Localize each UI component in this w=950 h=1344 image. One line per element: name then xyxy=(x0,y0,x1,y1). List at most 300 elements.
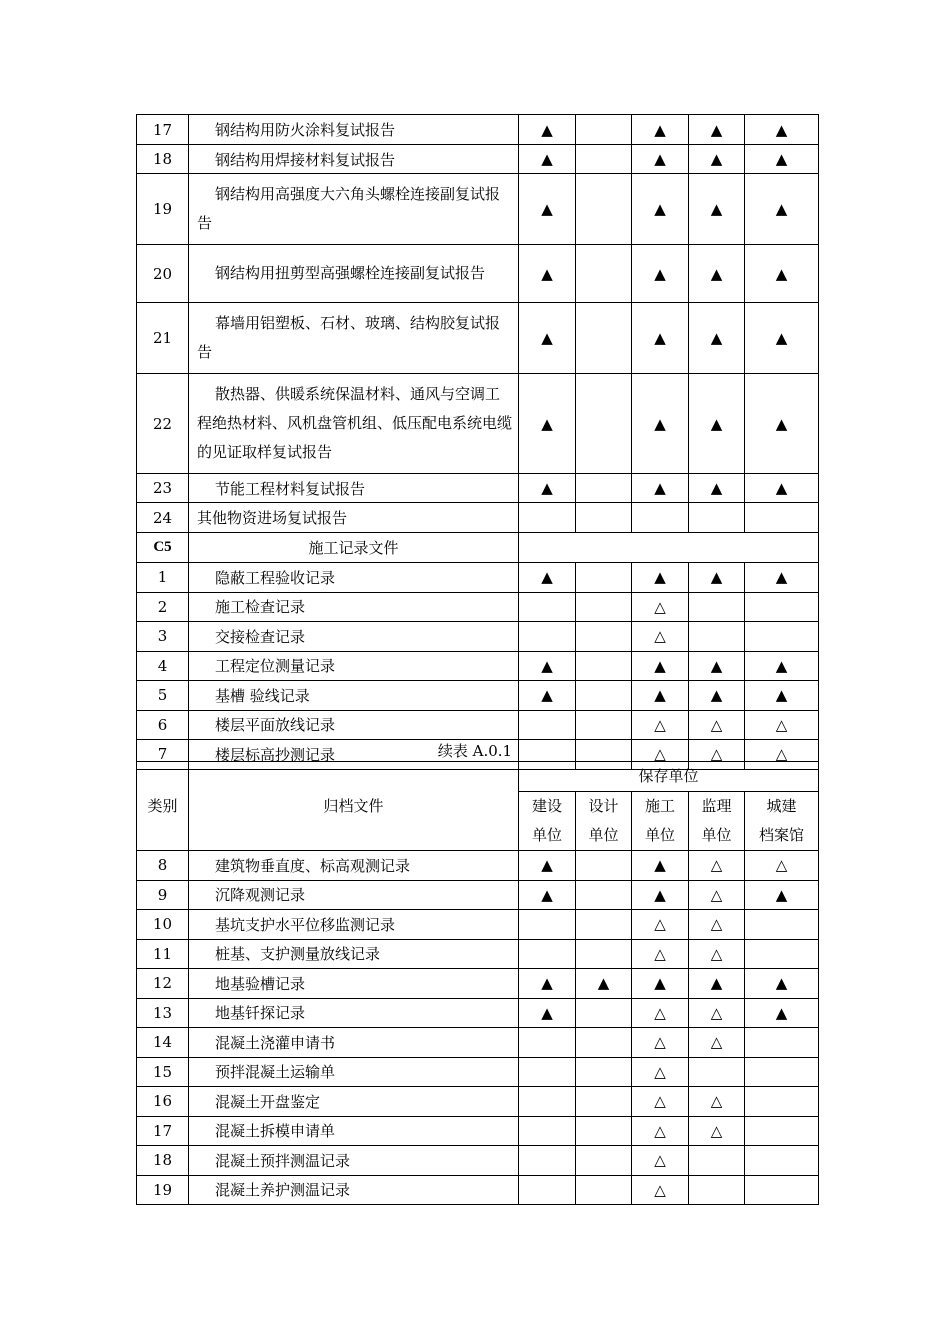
mark-symbol: ▲ xyxy=(775,656,788,675)
mark-cell xyxy=(576,910,632,940)
mark-cell xyxy=(576,592,632,622)
mark-cell xyxy=(632,474,689,503)
mark-cell xyxy=(745,651,819,681)
table-row xyxy=(137,1057,819,1087)
mark-cell xyxy=(689,145,745,174)
mark-symbol: △ xyxy=(710,944,723,963)
mark-cell xyxy=(576,681,632,711)
mark-symbol: △ xyxy=(710,1003,723,1022)
table-row xyxy=(137,1175,819,1205)
mark-cell xyxy=(519,1146,576,1176)
mark-cell xyxy=(632,1057,689,1087)
row-number: 12 xyxy=(137,969,189,999)
mark-symbol: △ xyxy=(710,715,723,734)
mark-cell xyxy=(519,563,576,593)
mark-cell xyxy=(519,651,576,681)
mark-cell xyxy=(689,622,745,652)
mark-cell xyxy=(519,939,576,969)
mark-cell xyxy=(689,474,745,503)
table-row xyxy=(137,910,819,940)
row-number: 2 xyxy=(137,592,189,622)
mark-cell xyxy=(576,1057,632,1087)
mark-cell xyxy=(745,710,819,740)
mark-symbol: ▲ xyxy=(710,329,723,347)
mark-symbol: ▲ xyxy=(710,974,723,993)
mark-symbol: ▲ xyxy=(775,479,788,497)
mark-cell xyxy=(519,474,576,503)
document-name: 基槽 验线记录 xyxy=(189,681,519,711)
mark-symbol: ▲ xyxy=(654,885,666,904)
table-row xyxy=(137,1087,819,1117)
document-name: 钢结构用防火涂料复试报告 xyxy=(189,115,519,145)
document-name: 楼层标高抄测记录 xyxy=(189,740,519,770)
header-unit-construction: 建设 单位 xyxy=(519,792,576,851)
header-unit-supervision: 监理 单位 xyxy=(689,792,745,851)
row-number: 20 xyxy=(137,245,189,303)
header-unit-contractor: 施工 单位 xyxy=(632,792,689,851)
mark-symbol: ▲ xyxy=(654,568,666,587)
document-name: 钢结构用扭剪型高强螺栓连接副复试报告 xyxy=(189,245,519,303)
table-row xyxy=(137,851,819,881)
mark-cell xyxy=(745,1175,819,1205)
table-row xyxy=(137,1028,819,1058)
mark-cell xyxy=(632,303,689,374)
mark-symbol: △ xyxy=(654,1151,666,1170)
document-name: 交接检查记录 xyxy=(189,622,519,652)
mark-cell xyxy=(745,910,819,940)
mark-symbol: △ xyxy=(654,1121,666,1140)
mark-symbol: ▲ xyxy=(775,264,788,283)
mark-symbol: ▲ xyxy=(654,329,666,347)
table-row xyxy=(137,1146,819,1176)
mark-cell xyxy=(689,998,745,1028)
table-row xyxy=(137,115,819,145)
mark-symbol: ▲ xyxy=(710,686,723,705)
document-name: 混凝土开盘鉴定 xyxy=(189,1087,519,1117)
header-file: 归档文件 xyxy=(189,762,519,851)
mark-cell xyxy=(576,303,632,374)
mark-cell xyxy=(632,503,689,533)
mark-symbol: ▲ xyxy=(541,479,553,497)
row-number: 4 xyxy=(137,651,189,681)
mark-symbol: ▲ xyxy=(710,479,723,497)
table-caption: 续表 A.0.1 xyxy=(437,742,513,760)
mark-cell xyxy=(745,303,819,374)
row-number: 6 xyxy=(137,710,189,740)
mark-cell xyxy=(689,939,745,969)
mark-cell xyxy=(689,563,745,593)
mark-cell xyxy=(519,710,576,740)
document-name: 工程定位测量记录 xyxy=(189,651,519,681)
mark-symbol: ▲ xyxy=(775,329,788,347)
row-number: 11 xyxy=(137,939,189,969)
mark-symbol: △ xyxy=(775,715,788,734)
mark-cell xyxy=(632,1116,689,1146)
mark-cell xyxy=(689,1057,745,1087)
mark-cell xyxy=(519,374,576,474)
mark-cell xyxy=(576,563,632,593)
document-name: 钢结构用焊接材料复试报告 xyxy=(189,145,519,174)
row-number: 21 xyxy=(137,303,189,374)
document-name: 地基钎探记录 xyxy=(189,998,519,1028)
table-row xyxy=(137,145,819,174)
mark-cell xyxy=(745,1028,819,1058)
row-number: 1 xyxy=(137,563,189,593)
mark-symbol: ▲ xyxy=(541,120,553,139)
mark-symbol: ▲ xyxy=(654,856,666,875)
mark-cell xyxy=(745,939,819,969)
mark-symbol: ▲ xyxy=(654,264,666,283)
mark-cell xyxy=(745,1116,819,1146)
mark-cell xyxy=(689,503,745,533)
mark-symbol: ▲ xyxy=(654,150,666,168)
mark-symbol: △ xyxy=(654,1180,666,1199)
mark-symbol: △ xyxy=(654,1092,666,1111)
mark-cell xyxy=(632,1146,689,1176)
mark-symbol: ▲ xyxy=(775,200,788,218)
mark-cell xyxy=(689,710,745,740)
mark-symbol: △ xyxy=(654,1062,666,1081)
mark-cell xyxy=(689,1146,745,1176)
mark-cell xyxy=(632,1028,689,1058)
mark-cell xyxy=(689,1116,745,1146)
mark-symbol: ▲ xyxy=(597,974,610,993)
mark-cell xyxy=(689,1087,745,1117)
document-name: 预拌混凝土运输单 xyxy=(189,1057,519,1087)
section-row xyxy=(137,533,819,563)
mark-symbol: ▲ xyxy=(775,150,788,168)
mark-cell xyxy=(689,303,745,374)
header-category: 类别 xyxy=(137,762,189,851)
mark-symbol: △ xyxy=(710,745,723,764)
mark-symbol: △ xyxy=(654,627,666,646)
row-number: 18 xyxy=(137,1146,189,1176)
mark-symbol: ▲ xyxy=(775,414,788,433)
mark-cell xyxy=(689,851,745,881)
mark-cell xyxy=(519,1116,576,1146)
mark-cell xyxy=(519,998,576,1028)
mark-cell xyxy=(745,174,819,245)
row-number: 17 xyxy=(137,1116,189,1146)
mark-symbol: △ xyxy=(710,1092,723,1111)
mark-symbol: ▲ xyxy=(654,686,666,705)
mark-symbol: ▲ xyxy=(775,1003,788,1022)
document-name: 混凝土预拌测温记录 xyxy=(189,1146,519,1176)
table-row xyxy=(137,1116,819,1146)
table-row xyxy=(137,503,819,533)
mark-cell xyxy=(632,145,689,174)
mark-cell xyxy=(745,245,819,303)
mark-cell xyxy=(519,1057,576,1087)
mark-symbol: ▲ xyxy=(541,568,553,587)
row-number: 3 xyxy=(137,622,189,652)
row-number: 15 xyxy=(137,1057,189,1087)
mark-symbol: △ xyxy=(710,915,723,934)
document-name: 桩基、支护测量放线记录 xyxy=(189,939,519,969)
mark-cell xyxy=(745,1087,819,1117)
mark-cell xyxy=(632,880,689,910)
header-unit-design: 设计 单位 xyxy=(576,792,632,851)
mark-cell xyxy=(519,245,576,303)
mark-symbol: ▲ xyxy=(541,1003,553,1022)
mark-cell xyxy=(519,1175,576,1205)
mark-cell xyxy=(632,1087,689,1117)
mark-symbol: ▲ xyxy=(654,414,666,433)
row-number: 19 xyxy=(137,1175,189,1205)
row-number: 16 xyxy=(137,1087,189,1117)
mark-symbol: ▲ xyxy=(541,414,553,433)
document-name: 楼层平面放线记录 xyxy=(189,710,519,740)
mark-cell xyxy=(519,880,576,910)
mark-symbol: ▲ xyxy=(654,656,666,675)
mark-symbol: △ xyxy=(654,597,666,616)
mark-cell xyxy=(689,374,745,474)
mark-cell xyxy=(576,245,632,303)
table-row xyxy=(137,474,819,503)
mark-cell xyxy=(632,969,689,999)
table-row xyxy=(137,592,819,622)
table-row xyxy=(137,174,819,245)
mark-cell xyxy=(576,474,632,503)
mark-cell xyxy=(745,1057,819,1087)
table-row xyxy=(137,681,819,711)
mark-cell xyxy=(576,374,632,474)
mark-symbol: △ xyxy=(710,1121,723,1140)
table-row xyxy=(137,880,819,910)
mark-cell xyxy=(632,710,689,740)
mark-symbol: ▲ xyxy=(541,974,553,993)
mark-symbol: △ xyxy=(654,715,666,734)
header-unit-archive: 城建 档案馆 xyxy=(745,792,819,851)
mark-cell xyxy=(689,681,745,711)
mark-cell xyxy=(745,851,819,881)
mark-cell xyxy=(576,174,632,245)
mark-symbol: ▲ xyxy=(541,686,553,705)
mark-cell xyxy=(745,969,819,999)
mark-cell xyxy=(745,592,819,622)
mark-symbol: ▲ xyxy=(710,264,723,283)
document-name: 节能工程材料复试报告 xyxy=(189,474,519,503)
mark-symbol: ▲ xyxy=(541,150,553,168)
document-name: 混凝土浇灌申请书 xyxy=(189,1028,519,1058)
mark-symbol: ▲ xyxy=(710,120,723,139)
mark-symbol: △ xyxy=(710,885,723,904)
document-name: 施工检查记录 xyxy=(189,592,519,622)
mark-cell xyxy=(632,563,689,593)
mark-symbol: ▲ xyxy=(710,414,723,433)
row-number: 7 xyxy=(137,740,189,770)
mark-cell xyxy=(689,1028,745,1058)
mark-symbol: ▲ xyxy=(541,200,553,218)
mark-symbol: ▲ xyxy=(710,568,723,587)
document-name: 混凝土拆模申请单 xyxy=(189,1116,519,1146)
mark-cell xyxy=(745,474,819,503)
mark-cell xyxy=(519,1028,576,1058)
table-row xyxy=(137,939,819,969)
mark-cell xyxy=(745,681,819,711)
mark-symbol: ▲ xyxy=(654,120,666,139)
mark-cell xyxy=(632,622,689,652)
mark-cell xyxy=(632,681,689,711)
row-number: 13 xyxy=(137,998,189,1028)
row-number: 23 xyxy=(137,474,189,503)
mark-cell xyxy=(689,592,745,622)
mark-cell xyxy=(519,622,576,652)
row-number: 22 xyxy=(137,374,189,474)
document-name: 钢结构用高强度大六角头螺栓连接副复试报告 xyxy=(189,174,519,245)
mark-symbol: ▲ xyxy=(541,329,553,347)
mark-cell xyxy=(576,1087,632,1117)
row-number: 18 xyxy=(137,145,189,174)
mark-symbol: ▲ xyxy=(710,200,723,218)
row-number: 8 xyxy=(137,851,189,881)
mark-cell xyxy=(689,910,745,940)
mark-cell xyxy=(519,115,576,145)
table-row xyxy=(137,710,819,740)
mark-cell xyxy=(689,245,745,303)
mark-cell xyxy=(576,145,632,174)
mark-symbol: △ xyxy=(775,745,788,764)
mark-cell xyxy=(519,969,576,999)
section-title: 施工记录文件 xyxy=(189,533,519,563)
mark-cell xyxy=(632,998,689,1028)
document-name: 幕墙用铝塑板、石材、玻璃、结构胶复试报告 xyxy=(189,303,519,374)
mark-cell xyxy=(576,939,632,969)
section-code: C5 xyxy=(137,533,189,563)
mark-symbol: △ xyxy=(775,856,788,875)
document-name: 散热器、供暖系统保温材料、通风与空调工程绝热材料、风机盘管机组、低压配电系统电缆的见证取样复试报告 xyxy=(189,374,519,474)
mark-cell xyxy=(576,115,632,145)
mark-symbol: ▲ xyxy=(541,856,553,875)
mark-cell xyxy=(745,622,819,652)
mark-symbol: ▲ xyxy=(654,974,666,993)
mark-symbol: △ xyxy=(654,915,666,934)
mark-cell xyxy=(632,851,689,881)
mark-cell xyxy=(745,115,819,145)
mark-cell xyxy=(745,145,819,174)
row-number: 19 xyxy=(137,174,189,245)
mark-cell xyxy=(576,651,632,681)
mark-cell xyxy=(632,939,689,969)
mark-cell xyxy=(576,710,632,740)
mark-cell xyxy=(576,1146,632,1176)
mark-symbol: ▲ xyxy=(775,568,788,587)
row-number: 9 xyxy=(137,880,189,910)
mark-cell xyxy=(519,681,576,711)
mark-cell xyxy=(519,503,576,533)
document-name: 混凝土养护测温记录 xyxy=(189,1175,519,1205)
row-number: 5 xyxy=(137,681,189,711)
mark-cell xyxy=(632,115,689,145)
mark-symbol: ▲ xyxy=(541,885,553,904)
table-row xyxy=(137,651,819,681)
mark-cell xyxy=(689,1175,745,1205)
section-empty xyxy=(519,533,819,563)
mark-cell xyxy=(745,563,819,593)
document-name: 建筑物垂直度、标高观测记录 xyxy=(189,851,519,881)
mark-cell xyxy=(576,622,632,652)
mark-cell xyxy=(519,145,576,174)
mark-cell xyxy=(576,998,632,1028)
mark-cell xyxy=(519,174,576,245)
mark-cell xyxy=(689,651,745,681)
document-name: 其他物资进场复试报告 xyxy=(189,503,519,533)
header-storage-units: 保存单位 xyxy=(519,762,819,792)
header-row-group xyxy=(137,762,819,792)
table-row xyxy=(137,969,819,999)
document-name: 沉降观测记录 xyxy=(189,880,519,910)
mark-cell xyxy=(632,174,689,245)
table-row xyxy=(137,998,819,1028)
mark-cell xyxy=(745,1146,819,1176)
mark-cell xyxy=(576,1028,632,1058)
mark-symbol: △ xyxy=(654,745,666,764)
mark-cell xyxy=(519,910,576,940)
mark-symbol: ▲ xyxy=(541,264,553,283)
document-name: 基坑支护水平位移监测记录 xyxy=(189,910,519,940)
row-number: 10 xyxy=(137,910,189,940)
mark-cell xyxy=(632,592,689,622)
mark-cell xyxy=(745,374,819,474)
mark-symbol: ▲ xyxy=(654,200,666,218)
mark-cell xyxy=(519,851,576,881)
mark-cell xyxy=(745,880,819,910)
mark-symbol: ▲ xyxy=(654,479,666,497)
mark-cell xyxy=(576,1116,632,1146)
mark-cell xyxy=(689,174,745,245)
mark-symbol: △ xyxy=(710,1033,723,1052)
mark-cell xyxy=(576,880,632,910)
document-name: 地基验槽记录 xyxy=(189,969,519,999)
row-number: 14 xyxy=(137,1028,189,1058)
table-row xyxy=(137,563,819,593)
mark-cell xyxy=(632,910,689,940)
mark-symbol: ▲ xyxy=(775,885,788,904)
mark-cell xyxy=(632,245,689,303)
mark-cell xyxy=(689,969,745,999)
archive-table-part1 xyxy=(136,114,819,770)
mark-cell xyxy=(632,374,689,474)
mark-cell xyxy=(689,880,745,910)
document-name: 隐蔽工程验收记录 xyxy=(189,563,519,593)
table-row xyxy=(137,303,819,374)
mark-cell xyxy=(519,1087,576,1117)
mark-cell xyxy=(576,851,632,881)
row-number: 24 xyxy=(137,503,189,533)
mark-cell xyxy=(576,969,632,999)
mark-symbol: △ xyxy=(654,944,666,963)
mark-cell xyxy=(632,1175,689,1205)
mark-cell xyxy=(689,115,745,145)
mark-cell xyxy=(745,503,819,533)
mark-cell xyxy=(576,503,632,533)
mark-symbol: △ xyxy=(654,1033,666,1052)
archive-table-part2 xyxy=(136,761,819,1205)
table-row xyxy=(137,245,819,303)
mark-symbol: ▲ xyxy=(775,974,788,993)
table-row xyxy=(137,622,819,652)
mark-symbol: ▲ xyxy=(541,656,553,675)
mark-symbol: ▲ xyxy=(775,120,788,139)
mark-symbol: △ xyxy=(654,1003,666,1022)
mark-symbol: ▲ xyxy=(710,656,723,675)
mark-cell xyxy=(576,1175,632,1205)
row-number: 17 xyxy=(137,115,189,145)
mark-cell xyxy=(632,651,689,681)
mark-symbol: ▲ xyxy=(710,150,723,168)
mark-cell xyxy=(519,592,576,622)
mark-symbol: ▲ xyxy=(775,686,788,705)
